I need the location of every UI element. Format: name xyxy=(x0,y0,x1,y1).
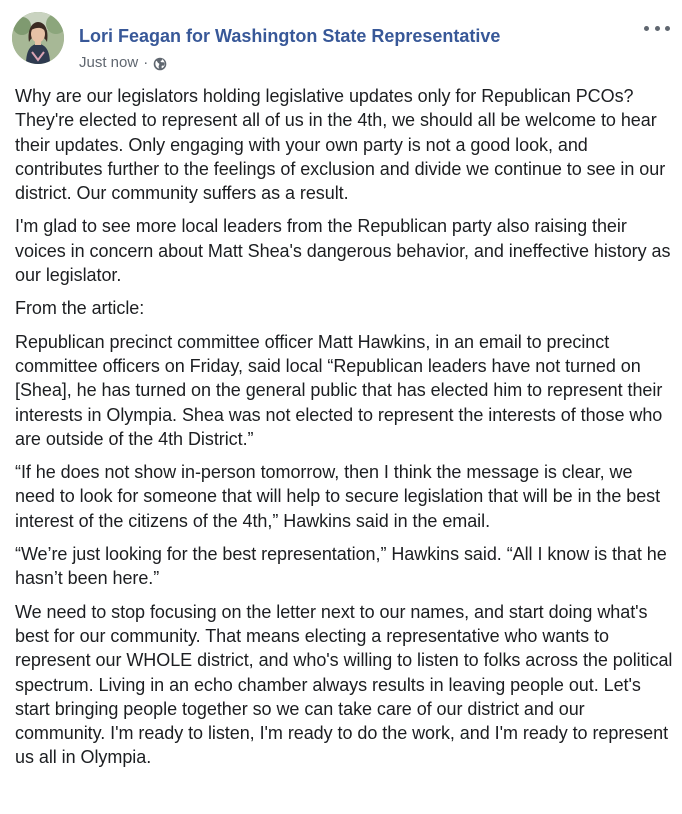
post-paragraph: “We’re just looking for the best representation,” Hawkins said. “All I know is that he hasn’t been here.” xyxy=(15,544,667,589)
meta-separator: · xyxy=(143,54,149,71)
post-paragraph: From the article: xyxy=(15,298,145,319)
post-body xyxy=(15,84,675,779)
post-paragraph: Republican precinct committee officer Matt Hawkins, in an email to precinct committee officers on Friday, said local “Republican leaders have not turned on [Shea], he has turned on the general public that has elected him to represent their interests in Olympia. Shea was not elected to represent the interests of those who are outside of the 4th District.” xyxy=(15,331,663,449)
author-name[interactable]: Lori Feagan for Washington State Representative xyxy=(79,26,501,46)
profile-photo xyxy=(12,12,64,64)
post-paragraph: We need to stop focusing on the letter next to our names, and start doing what's best for our community. That means electing a representative who wants to represent our WHOLE district, and who's willing to listen to folks across the political spectrum. Living in an echo chamber always results in leaving people out. Let's start bringing people together so we can take care of our district and our community. I'm ready to listen, I'm ready to do the work, and I'm ready to represent us all in Olympia. xyxy=(15,601,673,768)
post-paragraph: “If he does not show in-person tomorrow, then I think the message is clear, we need to look for someone that will help to secure legislation that will be in the best interest of the citizens of the 4th,” Hawkins said in the email. xyxy=(15,462,661,531)
avatar[interactable] xyxy=(12,12,64,64)
more-options-icon-dot xyxy=(655,26,660,31)
post-meta xyxy=(79,54,167,72)
post-timestamp[interactable]: Just now xyxy=(79,54,139,71)
post-paragraph: Why are our legislators holding legislative updates only for Republican PCOs? They're elected to represent all of us in the 4th, we should all be welcome to hear their updates. Only engaging with your own party is not a good look, and contributes further to the feelings of exclusion and divide we continue to see in our district. Our community suffers as a result. xyxy=(15,86,666,204)
globe-icon[interactable] xyxy=(153,57,167,71)
post-paragraph: I'm glad to see more local leaders from the Republican party also raising their voices in concern about Matt Shea's dangerous behavior, and ineffective history as our legislator. xyxy=(15,216,671,286)
more-options-icon-dot xyxy=(665,26,670,31)
post-header xyxy=(12,12,670,71)
more-options-icon-dot xyxy=(644,26,649,31)
more-options-button[interactable] xyxy=(644,20,670,36)
